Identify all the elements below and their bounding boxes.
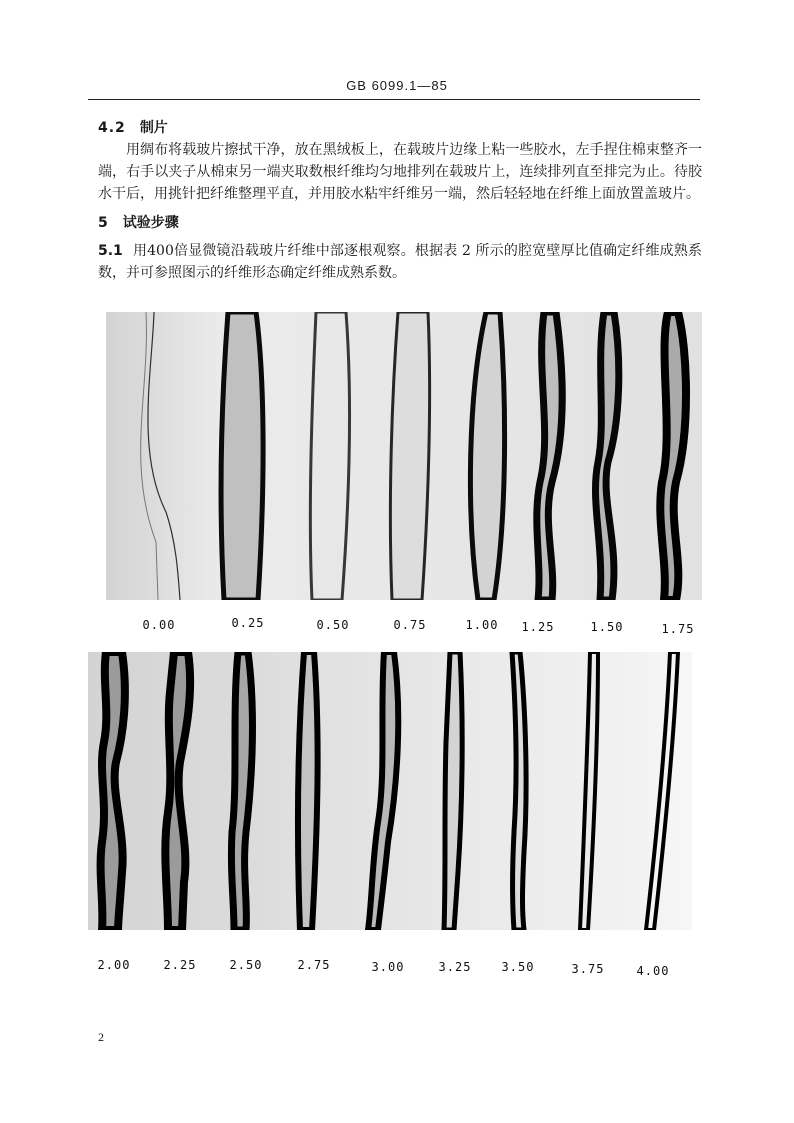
page-number: 2 <box>98 1030 104 1044</box>
section-5-1-text: 用400倍显微镜沿载玻片纤维中部逐根观察。根据表 2 所示的腔宽壁厚比值确定纤维成熟系数，并可参照图示的纤维形态确定纤维成熟系数。 <box>98 243 702 281</box>
maturity-label: 2.25 <box>163 958 197 972</box>
fiber-0-25 <box>221 312 263 600</box>
section-4-2-number: 4.2 <box>98 120 126 136</box>
fiber-micrograph-row-1 <box>106 312 702 600</box>
section-5-title: 试验步骤 <box>122 215 179 231</box>
maturity-label: 3.75 <box>571 962 605 976</box>
maturity-label: 3.50 <box>501 960 535 974</box>
fiber-0-50 <box>310 312 349 600</box>
fiber-2-75 <box>298 652 318 930</box>
maturity-label: 4.00 <box>636 964 670 978</box>
fiber-0-75 <box>390 312 429 600</box>
maturity-label: 2.50 <box>229 958 263 972</box>
maturity-label: 3.25 <box>438 960 472 974</box>
section-5-number: 5 <box>98 215 109 231</box>
maturity-label: 2.75 <box>297 958 331 972</box>
header-rule <box>88 99 700 100</box>
fiber-micrograph-row-2 <box>88 652 692 930</box>
section-4-2-title: 制片 <box>139 120 168 136</box>
maturity-label: 0.50 <box>316 618 350 632</box>
section-5-1-number: 5.1 <box>98 243 123 259</box>
maturity-label: 1.75 <box>661 622 695 636</box>
section-5-heading <box>98 212 179 232</box>
fiber-3-50 <box>512 652 526 930</box>
maturity-label: 3.00 <box>371 960 405 974</box>
page-header: GB 6099.1—85 <box>346 78 448 93</box>
maturity-label: 1.25 <box>521 620 555 634</box>
maturity-label: 0.25 <box>231 616 265 630</box>
maturity-label: 1.00 <box>465 618 499 632</box>
maturity-label: 0.75 <box>393 618 427 632</box>
maturity-label: 2.00 <box>97 958 131 972</box>
section-4-2-paragraph: 用绸布将载玻片擦拭干净，放在黑绒板上，在载玻片边缘上粘一些胶水，左手捏住棉束整齐一端，右手以夹子从棉束另一端夹取数根纤维均匀地排列在载玻片上，连续排列直至排完为止。待胶水干后，用挑针把纤维整理平直，并用胶水粘牢纤维另一端，然后轻轻地在纤维上面放置盖玻片。 <box>98 142 702 202</box>
section-5-1-paragraph <box>98 240 702 284</box>
maturity-label: 0.00 <box>142 618 176 632</box>
section-4-2-heading <box>98 117 168 137</box>
maturity-label: 1.50 <box>590 620 624 634</box>
